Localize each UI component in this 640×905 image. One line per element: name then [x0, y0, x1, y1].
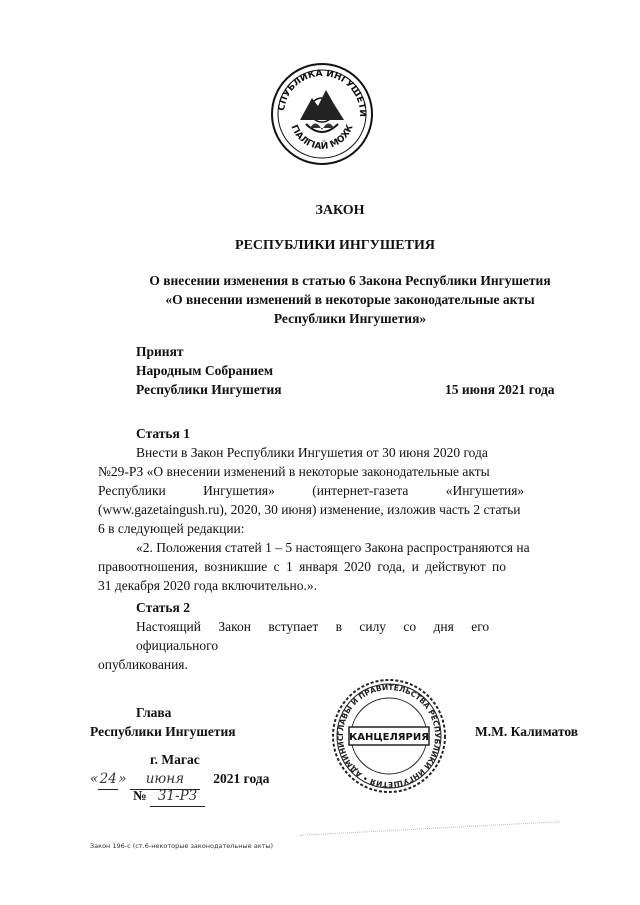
law-subject	[60, 271, 640, 328]
adopted-line: Народным Собранием	[136, 363, 274, 378]
article-1-para-2-line: правоотношения, возникшие с 1 января 2020 года, и действуют по	[98, 559, 506, 574]
adopted-block	[136, 342, 282, 399]
article-1-para-1-line: 6 в следующей редакции:	[98, 521, 245, 536]
signatory-name: М.М. Калиматов	[475, 724, 579, 739]
gazette-line-text: Республики Ингушетия» (интернет-газета «Ингушетия»	[98, 483, 525, 498]
signing-city: г. Магас	[150, 752, 200, 767]
emblem-top-text: СПУБЛИКА ИНГУШЕТИ	[277, 68, 368, 118]
article-1-para-2-line: 31 декабря 2020 года включительно.».	[98, 578, 317, 593]
subject-line: Республики Ингушетия»	[273, 311, 427, 326]
adopted-date: 15 июня 2021 года	[445, 382, 555, 397]
article-1-para-1-line: №29-РЗ «О внесении изменений в некоторые законодательные акты	[98, 464, 490, 479]
adopted-line: Республики Ингушетия	[136, 382, 282, 397]
article-1-para-1-line: (www.gazetaingush.ru), 2020, 30 июня) изменение, изложив часть 2 статьи	[98, 502, 521, 517]
emblem-bottom-text: ГIАЛГIАЙ МОХК	[288, 123, 356, 153]
republic-emblem	[270, 58, 375, 170]
article-1-para-1-line: Внести в Закон Республики Ингушетия от 30 июня 2020 года	[136, 445, 488, 460]
law-title: ЗАКОН	[315, 203, 365, 218]
article-1-heading: Статья 1	[136, 426, 190, 441]
date-day: 24	[98, 770, 118, 790]
number-sign: №	[133, 788, 147, 803]
article-2-para-line: Настоящий Закон вступает в силу со дня его официального	[136, 619, 490, 653]
scan-artifact-line	[300, 821, 560, 836]
number-value: 31-РЗ	[150, 787, 205, 807]
article-2-heading: Статья 2	[136, 600, 190, 615]
signatory-position-line: Глава	[136, 705, 172, 720]
article-2-para-line: опубликования.	[98, 657, 188, 672]
stamp-graphic	[330, 677, 448, 795]
article-1-para-2-line: «2. Положения статей 1 – 5 настоящего Закона распространяются на	[136, 540, 530, 555]
adopted-line: Принят	[136, 344, 184, 359]
date-month: июня	[130, 770, 200, 790]
date-year: 2021 года	[213, 771, 270, 786]
footer-note: Закон 196-с (ст.6-некоторые законодательные акты)	[90, 842, 274, 850]
stamp-ring-text: ГЛАВЫ И ПРАВИТЕЛЬСТВА РЕСПУБЛИКИ ИНГУШЕТИЯ • АДМИНИС	[335, 682, 443, 790]
signatory-position	[90, 703, 236, 741]
article-2-body	[98, 617, 583, 674]
subject-line: «О внесении изменений в некоторые законодательные акты	[165, 292, 535, 307]
date-quote-open: «	[90, 771, 99, 787]
chancellery-stamp	[330, 677, 448, 795]
law-number	[133, 786, 205, 807]
law-subtitle: РЕСПУБЛИКИ ИНГУШЕТИЯ	[235, 238, 435, 253]
signatory-position-line: Республики Ингушетия	[90, 724, 236, 739]
date-quote-close: »	[118, 771, 127, 787]
article-1-body	[98, 443, 583, 595]
stamp-center-text: КАНЦЕЛЯРИЯ	[349, 732, 429, 743]
emblem-graphic	[270, 58, 375, 170]
article-1-para-1-line	[98, 481, 583, 500]
subject-line: О внесении изменения в статью 6 Закона Республики Ингушетия	[149, 273, 551, 288]
